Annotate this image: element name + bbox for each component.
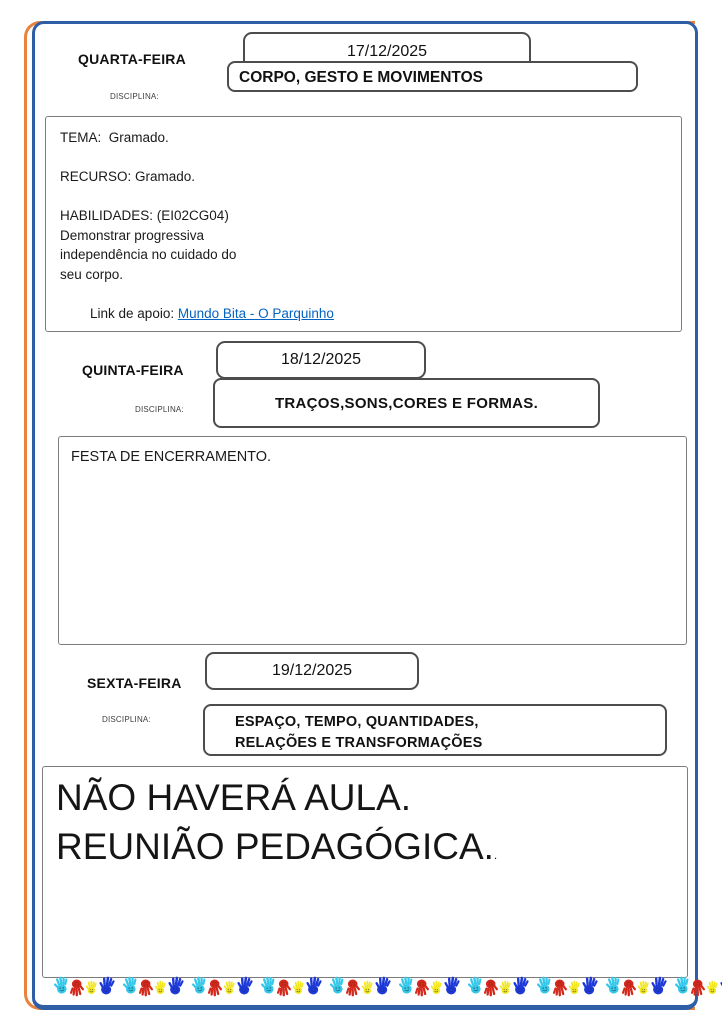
handprint-group	[468, 976, 529, 995]
handprint-icon	[362, 980, 374, 994]
handprint-icon	[86, 980, 98, 994]
discipline-box-sexta	[203, 704, 667, 756]
handprint-group	[537, 976, 598, 995]
content-text-festa: FESTA DE ENCERRAMENTO.	[71, 449, 272, 465]
date-box-quinta	[216, 341, 426, 379]
discipline-label-sexta: DISCIPLINA:	[102, 715, 151, 724]
discipline-box-quinta	[213, 378, 600, 428]
handprint-icon	[500, 980, 512, 994]
handprint-icon	[69, 979, 84, 997]
handprint-icon	[374, 975, 393, 996]
handprint-icon	[552, 979, 567, 997]
handprint-icon	[467, 975, 484, 995]
content-line-habilidades-3: independência no cuidado do	[60, 247, 237, 262]
handprint-icon	[122, 975, 139, 995]
handprints-border	[54, 976, 674, 995]
content-box-quarta	[45, 116, 682, 332]
handprint-icon	[707, 980, 719, 994]
handprint-icon	[155, 980, 167, 994]
handprint-icon	[98, 975, 117, 996]
handprint-icon	[605, 975, 622, 995]
content-line-tema: TEMA: Gramado.	[60, 130, 169, 145]
handprint-icon	[621, 979, 636, 997]
trailing-dot: .	[493, 848, 498, 862]
date-value: 19/12/2025	[271, 662, 353, 679]
handprint-group	[675, 976, 722, 995]
content-box-quinta	[58, 436, 687, 645]
handprint-group	[399, 976, 460, 995]
handprint-group	[261, 976, 322, 995]
handprint-icon	[581, 975, 600, 996]
date-box-sexta	[205, 652, 419, 690]
handprint-icon	[569, 980, 581, 994]
handprint-icon	[414, 979, 429, 997]
announcement-line-2	[56, 822, 674, 880]
discipline-line-2: RELAÇÕES E TRANSFORMAÇÕES	[235, 735, 483, 751]
handprint-icon	[483, 979, 498, 997]
handprint-group	[54, 976, 115, 995]
handprint-icon	[260, 975, 277, 995]
handprint-icon	[138, 979, 153, 997]
handprint-icon	[512, 975, 531, 996]
support-link-mundo-bita[interactable]: Mundo Bita - O Parquinho	[177, 305, 334, 321]
day-header-quarta: QUARTA-FEIRA	[78, 51, 186, 67]
handprint-icon	[398, 975, 415, 995]
day-header-quinta: QUINTA-FEIRA	[82, 362, 184, 378]
discipline-label-quinta: DISCIPLINA:	[135, 405, 184, 414]
handprint-icon	[293, 980, 305, 994]
handprint-icon	[53, 975, 70, 995]
content-line-habilidades-4: seu corpo.	[60, 266, 124, 282]
day-header-sexta: SEXTA-FEIRA	[87, 675, 182, 691]
discipline-box-quarta	[227, 61, 638, 92]
content-line-habilidades: HABILIDADES: (EI02CG04)	[60, 208, 229, 223]
handprint-icon	[719, 975, 722, 996]
link-prefix: Link de apoio:	[90, 305, 178, 321]
discipline-label-quarta: DISCIPLINA:	[110, 92, 159, 101]
handprint-icon	[443, 975, 462, 996]
handprint-group	[330, 976, 391, 995]
announcement-line-1: NÃO HAVERÁ AULA.	[56, 777, 412, 818]
handprint-icon	[536, 975, 553, 995]
handprint-icon	[638, 980, 650, 994]
content-box-sexta	[42, 766, 688, 978]
date-value: 18/12/2025	[280, 351, 362, 368]
handprint-group	[606, 976, 667, 995]
handprint-icon	[650, 975, 669, 996]
handprint-icon	[345, 979, 360, 997]
handprint-icon	[431, 980, 443, 994]
handprint-icon	[191, 975, 208, 995]
handprint-icon	[329, 975, 346, 995]
handprint-icon	[305, 975, 324, 996]
content-line-blank	[60, 187, 667, 207]
handprint-icon	[674, 975, 691, 995]
announcement-text: REUNIÃO PEDAGÓGICA.	[56, 826, 494, 867]
handprint-icon	[690, 979, 705, 997]
handprint-icon	[276, 979, 291, 997]
handprint-group	[192, 976, 253, 995]
handprint-icon	[207, 979, 222, 997]
discipline-value: CORPO, GESTO E MOVIMENTOS	[239, 69, 484, 86]
discipline-line-1: ESPAÇO, TEMPO, QUANTIDADES,	[235, 714, 479, 730]
content-line-link	[60, 284, 667, 343]
handprint-icon	[167, 975, 186, 996]
handprint-icon	[224, 980, 236, 994]
handprint-icon	[236, 975, 255, 996]
handprint-group	[123, 976, 184, 995]
date-value: 17/12/2025	[346, 43, 428, 60]
discipline-value: TRAÇOS,SONS,CORES E FORMAS.	[274, 394, 539, 412]
content-line-recurso: RECURSO: Gramado.	[60, 169, 196, 184]
content-line-blank	[60, 148, 667, 168]
content-line-habilidades-2: Demonstrar progressiva	[60, 227, 205, 243]
